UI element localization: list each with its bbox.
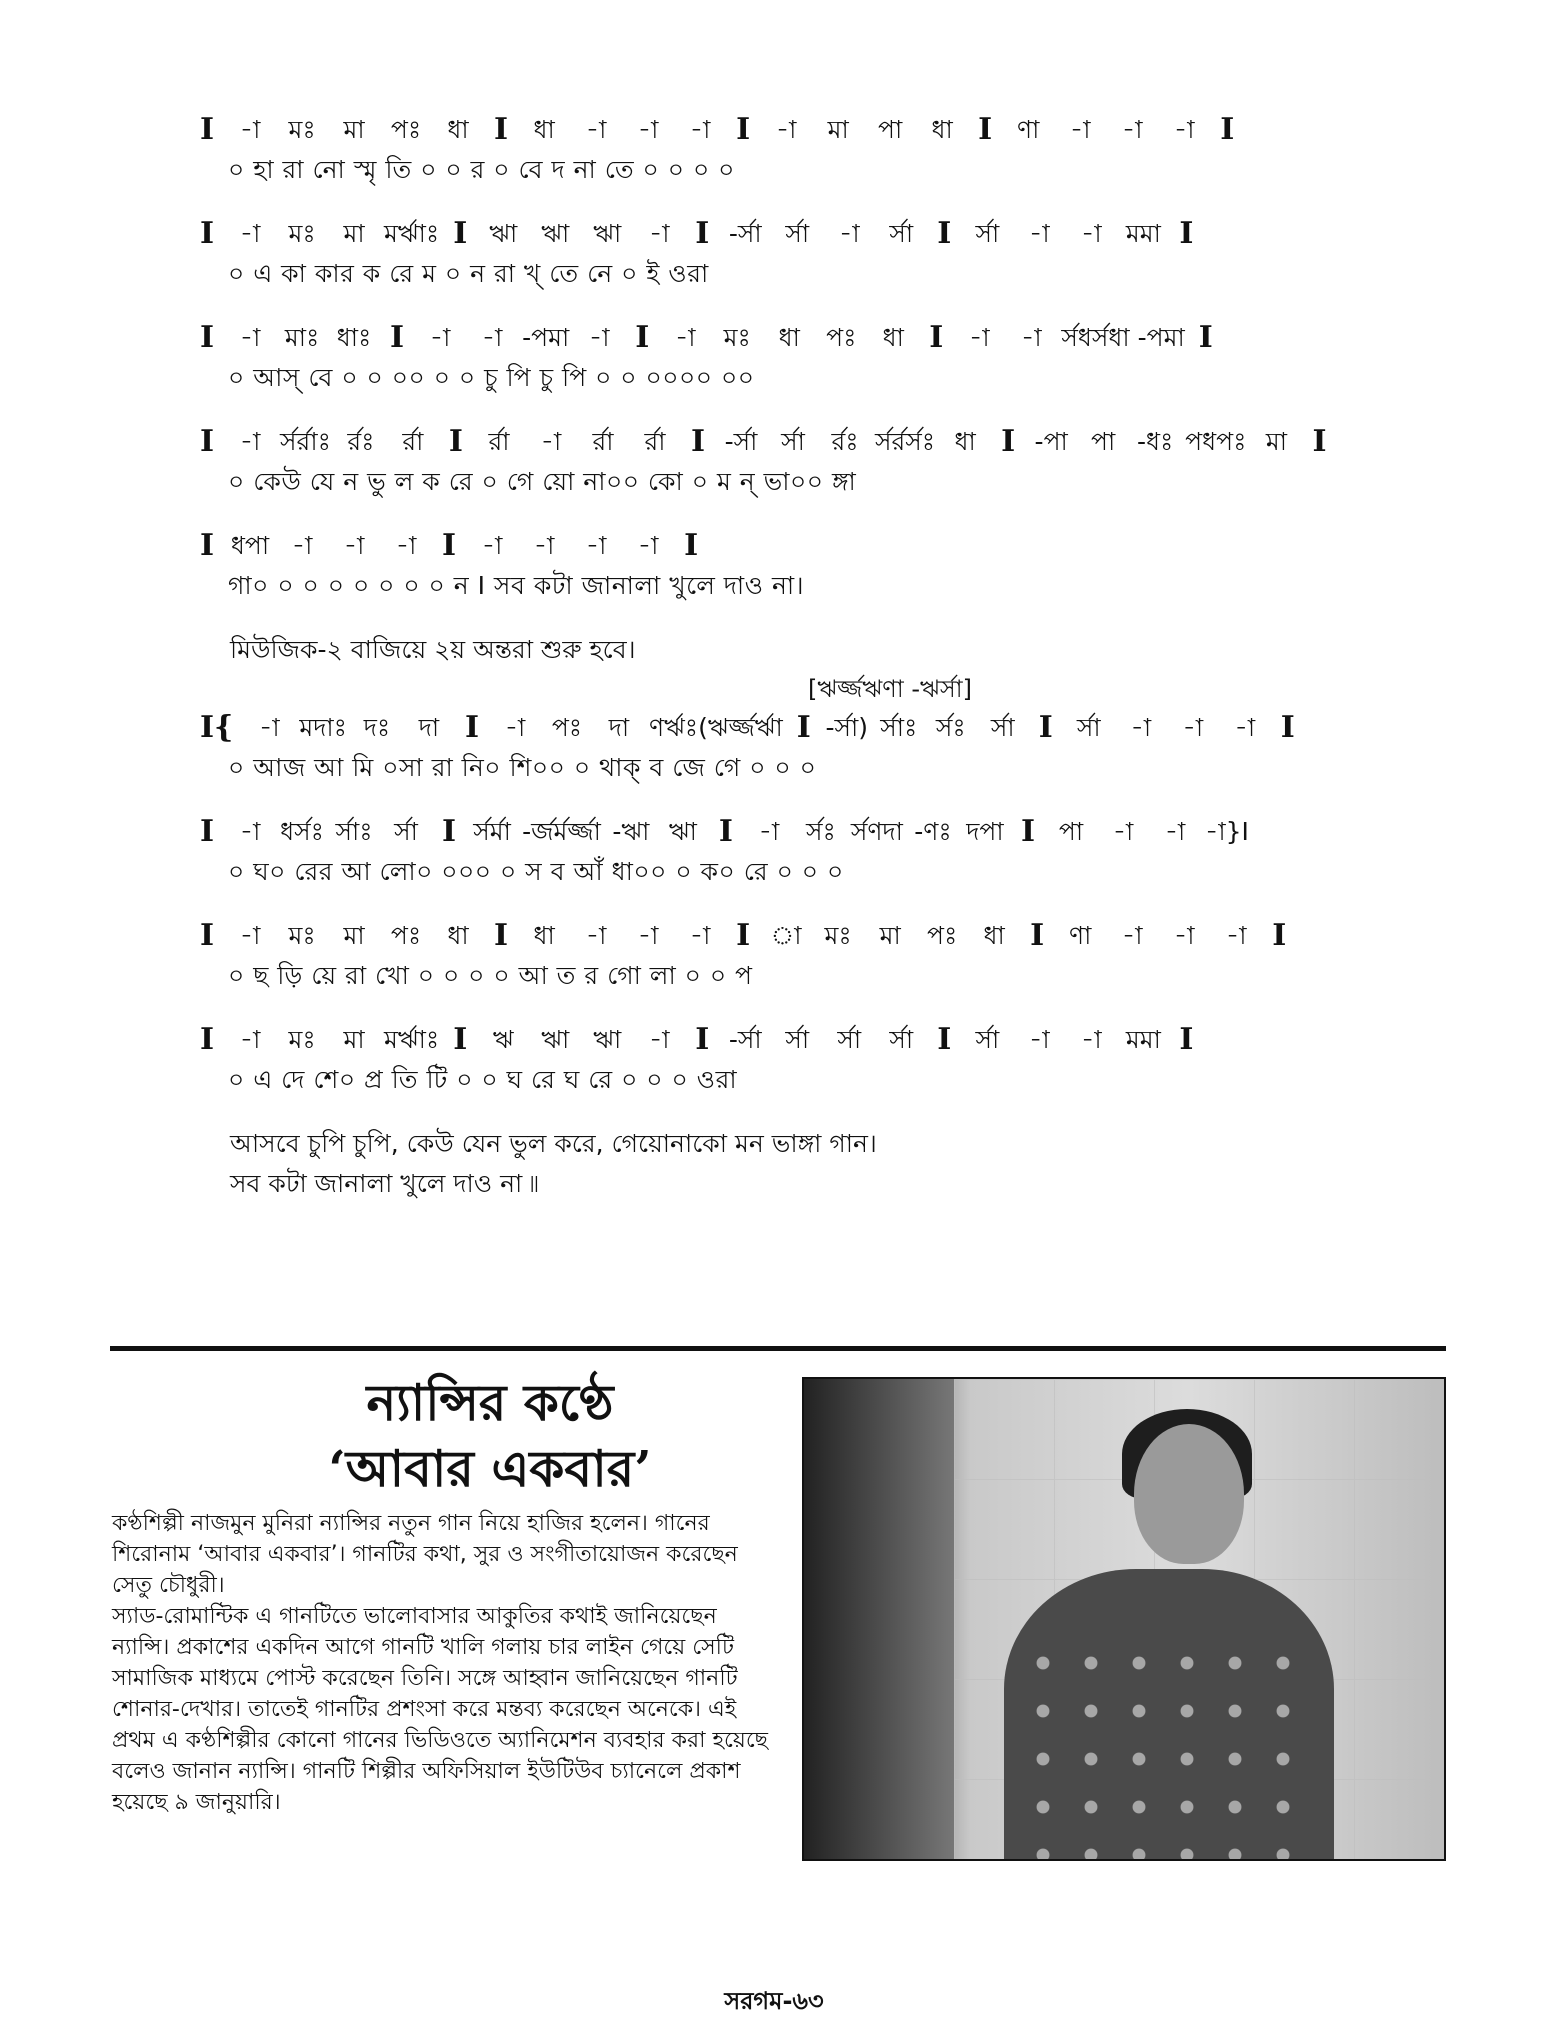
- swar-note: মা: [343, 115, 365, 144]
- bar-line: I: [453, 1022, 468, 1057]
- swar-note: র্রা: [402, 427, 424, 456]
- swar-note: -র্জর্মর্জ্জা: [522, 817, 601, 846]
- bar-line: I: [200, 424, 215, 459]
- notation-block: [190, 318, 1410, 398]
- swar-note: মমা: [1125, 219, 1161, 248]
- photo-door: [804, 1379, 954, 1859]
- singer-photo: [802, 1377, 1446, 1861]
- bracket-note: [ঋর্জ্জঋণা -ঋর্সা]: [807, 675, 973, 703]
- bar-line: I: [1280, 710, 1295, 745]
- bar-line: I: [695, 1022, 710, 1057]
- bar-line: I{: [200, 710, 234, 745]
- swar-note: পা: [1058, 817, 1084, 846]
- article-paragraph: কণ্ঠশিল্পী নাজমুন মুনিরা ন্যান্সির নতুন গান নিয়ে হাজির হলেন। গানের শিরোনাম ‘আবার একবার’। গানটির কথা, সুর ও সংগীতায়োজন করেছেন সেতু চৌধুরী।: [112, 1511, 738, 1598]
- swar-note: মাঃ: [284, 323, 320, 352]
- swar-row: [190, 318, 1410, 358]
- swar-note: ধা: [447, 921, 469, 950]
- swar-row: [190, 1020, 1410, 1060]
- swar-note: র্সা: [975, 1025, 1000, 1054]
- swar-note: -া}I: [1205, 817, 1249, 846]
- bar-line: I: [200, 216, 215, 251]
- swar-note: র্সা: [889, 219, 914, 248]
- swar-note: -া: [239, 115, 261, 144]
- bar-line: I: [1312, 424, 1327, 459]
- swar-note: মা: [343, 1025, 365, 1054]
- swar-note: ঋা: [593, 1025, 622, 1054]
- swar-note: -া: [1173, 115, 1195, 144]
- swar-note: মর্ঋাঃ: [384, 1025, 440, 1054]
- bar-line: I: [718, 814, 733, 849]
- swar-row: [190, 916, 1410, 956]
- bar-line: I: [684, 528, 699, 563]
- swar-note: র্রা: [488, 427, 510, 456]
- section-divider: [110, 1346, 1446, 1351]
- lyric-row: ০ এ কা কার ক রে ম ০ ন রা খ্ তে নে ০ ই ওরা: [228, 259, 709, 288]
- photo-saree-pattern: [1019, 1639, 1319, 1859]
- swar-note: দঃ: [363, 713, 391, 742]
- swar-note: -া: [585, 921, 607, 950]
- lyric-row: ০ ঘ০ রের আ লো০ ০০০ ০ স ব আঁ ধা০০ ০ ক০ রে ০ ০ ০: [228, 857, 844, 886]
- swar-note: ঋা: [593, 219, 622, 248]
- music-note: মিউজিক-২ বাজিয়ে ২য় অন্তরা শুরু হবে।: [230, 635, 636, 664]
- bar-line: I: [796, 710, 811, 745]
- swar-note: ধা: [533, 115, 555, 144]
- lyric-row: গা০ ০ ০ ০ ০ ০ ০ ০ ন I সব কটা জানালা খুলে দাও না।: [228, 571, 805, 600]
- swar-row: [190, 422, 1410, 462]
- swar-note: -া: [504, 713, 526, 742]
- swar-note: ধা: [931, 115, 953, 144]
- swar-note: র্সর্রর্সঃ: [875, 427, 936, 456]
- bar-line: I: [200, 528, 215, 563]
- swar-note: -া: [775, 115, 797, 144]
- swar-note: -পা: [1034, 427, 1068, 456]
- bar-line: I: [442, 814, 457, 849]
- swar-note: -া: [481, 531, 503, 560]
- swar-note: ধা: [882, 323, 904, 352]
- swar-note: -া: [1021, 323, 1042, 352]
- bar-line: I: [200, 918, 215, 953]
- swar-note: ঋ: [492, 1025, 514, 1054]
- bar-line: I: [736, 918, 751, 953]
- swar-note: মা: [343, 219, 365, 248]
- swar-note: মঃ: [288, 921, 316, 950]
- swar-note: -র্সা: [724, 427, 758, 456]
- notation-block: [190, 708, 1410, 788]
- swar-row: [190, 110, 1410, 150]
- bar-line: I: [690, 424, 705, 459]
- swar-note: মঃ: [824, 921, 852, 950]
- swar-note: র্সা: [889, 1025, 914, 1054]
- bar-line: I: [200, 320, 215, 355]
- swar-note: র্রঃ: [831, 427, 859, 456]
- swar-note: -া: [1081, 1025, 1102, 1054]
- swar-note: -া: [648, 1025, 670, 1054]
- swar-note: -া: [1164, 817, 1186, 846]
- swar-row: [190, 812, 1410, 852]
- swar-note: মর্ঋাঃ: [384, 219, 440, 248]
- swar-note: ধা: [983, 921, 1005, 950]
- bar-line: I: [453, 216, 468, 251]
- swar-note: -ঋা: [612, 817, 650, 846]
- bar-line: I: [200, 814, 215, 849]
- swar-note: ধা: [778, 323, 800, 352]
- swar-note: র্সঃ: [935, 713, 966, 742]
- swar-note: -া: [291, 531, 313, 560]
- notation-block: [190, 214, 1410, 294]
- swar-note: ধা: [447, 115, 469, 144]
- swar-note: র্সাঃ: [880, 713, 918, 742]
- swar-note: র্সা: [975, 219, 1000, 248]
- bar-line: I: [736, 112, 751, 147]
- bar-line: I: [1001, 424, 1016, 459]
- bar-line: I: [200, 112, 215, 147]
- swar-note: -া: [259, 713, 280, 742]
- bar-line: I: [1179, 1022, 1194, 1057]
- bar-line: I: [635, 320, 650, 355]
- swar-note: -া: [637, 921, 659, 950]
- swar-note: -া: [969, 323, 990, 352]
- swar-note: ঋা: [541, 219, 570, 248]
- swar-row: [190, 526, 1410, 566]
- bar-line: I: [937, 1022, 952, 1057]
- swar-note: মা: [879, 921, 901, 950]
- swar-note: র্সাঃ: [335, 817, 373, 846]
- swar-note: পা: [1091, 427, 1116, 456]
- swar-row: [190, 214, 1410, 254]
- swar-note: -ণঃ: [914, 817, 952, 846]
- closing-line-1: আসবে চুপি চুপি, কেউ যেন ভুল করে, গেয়োনাকো মন ভাঙ্গা গান।: [230, 1129, 877, 1158]
- swar-note: -া: [637, 531, 659, 560]
- swar-note: -া: [1234, 713, 1256, 742]
- swar-note: -া: [239, 921, 261, 950]
- swar-note: র্সা: [394, 817, 418, 846]
- bar-line: I: [1220, 112, 1235, 147]
- swar-note: -া: [758, 817, 780, 846]
- notation-block: [190, 526, 1410, 606]
- swar-note: দা: [608, 713, 630, 742]
- swar-note: মা: [343, 921, 365, 950]
- swar-note: -া: [637, 115, 659, 144]
- swar-note: -া: [585, 115, 607, 144]
- bar-line: I: [1272, 918, 1287, 953]
- notation-block: [190, 1020, 1410, 1100]
- article-title: [210, 1370, 770, 1502]
- swar-note: র্সা: [785, 219, 810, 248]
- swar-note: ধাঃ: [336, 323, 372, 352]
- swar-note: া: [770, 921, 802, 950]
- article-paragraph: স্যাড-রোমান্টিক এ গানটিতে ভালোবাসার আকুতির কথাই জানিয়েছেন ন্যান্সি। প্রকাশের একদিন আগে গানটি খালি গলায় চার লাইন গেয়ে সেটি সামাজিক মাধ্যমে পোস্ট করেছেন তিনি। সঙ্গে আহ্বান জানিয়েছেন গানটি শোনার-দেখার। তাতেই গানটির প্রশংসা করে মন্তব্য করেছেন অনেকে। এই প্রথম এ কণ্ঠশিল্পীর কোনো গানের ভিডিওতে অ্যানিমেশন ব্যবহার করা হয়েছে বলেও জানান ন্যান্সি। গানটি শিল্পীর অফিসিয়াল ইউটিউব চ্যানেলে প্রকাশ হয়েছে ৯ জানুয়ারি।: [112, 1604, 768, 1815]
- swar-note: -া: [689, 921, 711, 950]
- swar-note: -র্সা): [825, 713, 869, 742]
- swar-note: র্সা: [1076, 713, 1101, 742]
- swar-note: -া: [1225, 921, 1247, 950]
- swar-note: র্রা: [644, 427, 666, 456]
- swar-note: -া: [239, 427, 261, 456]
- swar-note: ধপা: [230, 531, 270, 560]
- swar-note: র্সা: [785, 1025, 810, 1054]
- bar-line: I: [937, 216, 952, 251]
- swar-note: -র্সা: [728, 1025, 762, 1054]
- bar-line: I: [390, 320, 405, 355]
- swar-note: -া: [1173, 921, 1195, 950]
- swar-note: র্সঃ: [805, 817, 836, 846]
- swar-note: -া: [689, 115, 711, 144]
- lyric-row: ০ কেউ যে ন ভু ল ক রে ০ গে য়ো না০০ কো ০ ম ন্ ভা০০ ঙ্গা: [228, 467, 857, 496]
- swar-note: মদাঃ: [299, 713, 347, 742]
- notation-block: [190, 812, 1410, 892]
- bar-line: I: [494, 918, 509, 953]
- swar-note: -া: [540, 427, 562, 456]
- swar-note: -া: [239, 1025, 261, 1054]
- bar-line: I: [442, 528, 457, 563]
- swar-note: মঃ: [288, 1025, 316, 1054]
- bar-line: I: [448, 424, 463, 459]
- swar-note: র্রা: [592, 427, 614, 456]
- swar-note: মা: [827, 115, 849, 144]
- bar-line: I: [200, 1022, 215, 1057]
- lyric-row: ০ আজ আ মি ০সা রা নি০ শি০০ ০ থাক্ ব জে গে ০ ০ ০: [228, 753, 817, 782]
- swar-note: পধপঃ: [1185, 427, 1247, 456]
- swar-note: ধা: [533, 921, 555, 950]
- swar-row: [190, 708, 1410, 748]
- swar-note: -া: [1029, 1025, 1050, 1054]
- swar-note: -া: [481, 323, 503, 352]
- swar-note: ঋা: [541, 1025, 570, 1054]
- lyric-row: ০ আস্ বে ০ ০ ০০ ০ ০ চু পি চু পি ০ ০ ০০০০ ০০: [228, 363, 755, 392]
- swar-note: -া: [239, 817, 261, 846]
- swar-note: -া: [1069, 115, 1091, 144]
- swar-note: -পমা: [1137, 323, 1185, 352]
- swar-note: -া: [588, 323, 610, 352]
- article-body: [112, 1508, 772, 1818]
- bar-line: I: [494, 112, 509, 147]
- page-footer: সরগম-৬৩: [724, 1987, 824, 2015]
- bar-line: I: [978, 112, 993, 147]
- bar-line: I: [464, 710, 479, 745]
- lyric-row: ০ হা রা নো স্মৃ তি ০ ০ র ০ বে দ না তে ০ ০ ০ ০: [228, 155, 735, 184]
- swar-note: -া: [585, 531, 607, 560]
- bar-line: I: [1179, 216, 1194, 251]
- swar-note: -া: [533, 531, 555, 560]
- bar-line: I: [1030, 918, 1045, 953]
- swar-note: র্সা: [837, 1025, 862, 1054]
- notation-block: [190, 110, 1410, 190]
- swar-note: -র্সা: [728, 219, 762, 248]
- swar-note: ণর্ঋঃ(ঋর্জ্জর্ঋা: [648, 713, 783, 742]
- swar-note: র্সণদা: [850, 817, 903, 846]
- swar-note: ঋা: [489, 219, 518, 248]
- swar-note: পঃ: [551, 713, 583, 742]
- swar-note: ণা: [1069, 921, 1092, 950]
- notation-section: [190, 110, 1410, 1204]
- bar-line: I: [1038, 710, 1053, 745]
- swar-note: -া: [239, 323, 261, 352]
- swar-note: র্সর্মা: [473, 817, 511, 846]
- bar-line: I: [1020, 814, 1035, 849]
- swar-note: -া: [1130, 713, 1152, 742]
- swar-note: মমা: [1125, 1025, 1161, 1054]
- swar-note: দপা: [966, 817, 1004, 846]
- swar-note: ধা: [954, 427, 976, 456]
- swar-note: মঃ: [723, 323, 751, 352]
- swar-note: -া: [395, 531, 417, 560]
- swar-note: পঃ: [390, 921, 422, 950]
- bar-line: I: [1198, 320, 1213, 355]
- swar-note: র্সধর্সধা: [1061, 323, 1130, 352]
- article-title-line-2: ‘আবার একবার’: [328, 1439, 652, 1498]
- swar-note: -া: [1121, 921, 1143, 950]
- photo-figure-head: [1134, 1424, 1244, 1564]
- swar-note: ধর্সঃ: [280, 817, 324, 846]
- swar-note: পঃ: [926, 921, 958, 950]
- bar-line: I: [929, 320, 944, 355]
- swar-note: -া: [1112, 817, 1134, 846]
- swar-note: -া: [1121, 115, 1143, 144]
- swar-note: পঃ: [390, 115, 422, 144]
- swar-note: র্সর্রাঃ: [280, 427, 331, 456]
- swar-note: ণা: [1017, 115, 1040, 144]
- swar-note: পা: [878, 115, 903, 144]
- swar-note: র্সা: [990, 713, 1015, 742]
- swar-note: -া: [674, 323, 696, 352]
- lyric-row: ০ এ দে শে০ প্র তি টি ০ ০ ঘ রে ঘ রে ০ ০ ০ ওরা: [228, 1065, 738, 1094]
- lyric-row: ০ ছ ড়ি য়ে রা খো ০ ০ ০ ০ আ ত র গো লা ০ ০ প: [228, 961, 753, 990]
- swar-note: -া: [343, 531, 365, 560]
- swar-note: -া: [1182, 713, 1204, 742]
- swar-note: ঋা: [668, 817, 697, 846]
- swar-note: -া: [1081, 219, 1102, 248]
- swar-note: র্রঃ: [347, 427, 375, 456]
- swar-note: র্সা: [781, 427, 805, 456]
- swar-note: দা: [418, 713, 440, 742]
- article-title-line-1: ন্যান্সির কণ্ঠে: [366, 1373, 614, 1432]
- notation-block: [190, 422, 1410, 502]
- swar-note: -া: [239, 219, 261, 248]
- swar-note: -া: [648, 219, 670, 248]
- bar-line: I: [695, 216, 710, 251]
- swar-note: পঃ: [826, 323, 857, 352]
- closing-line-2: সব কটা জানালা খুলে দাও না ৷৷: [230, 1169, 539, 1198]
- swar-note: -া: [838, 219, 860, 248]
- swar-note: মঃ: [288, 219, 316, 248]
- swar-note: -া: [429, 323, 451, 352]
- swar-note: মঃ: [288, 115, 316, 144]
- swar-note: -পমা: [522, 323, 570, 352]
- notation-block: [190, 916, 1410, 996]
- swar-note: -া: [1029, 219, 1050, 248]
- swar-note: -ধঃ: [1136, 427, 1174, 456]
- swar-note: মা: [1265, 427, 1288, 456]
